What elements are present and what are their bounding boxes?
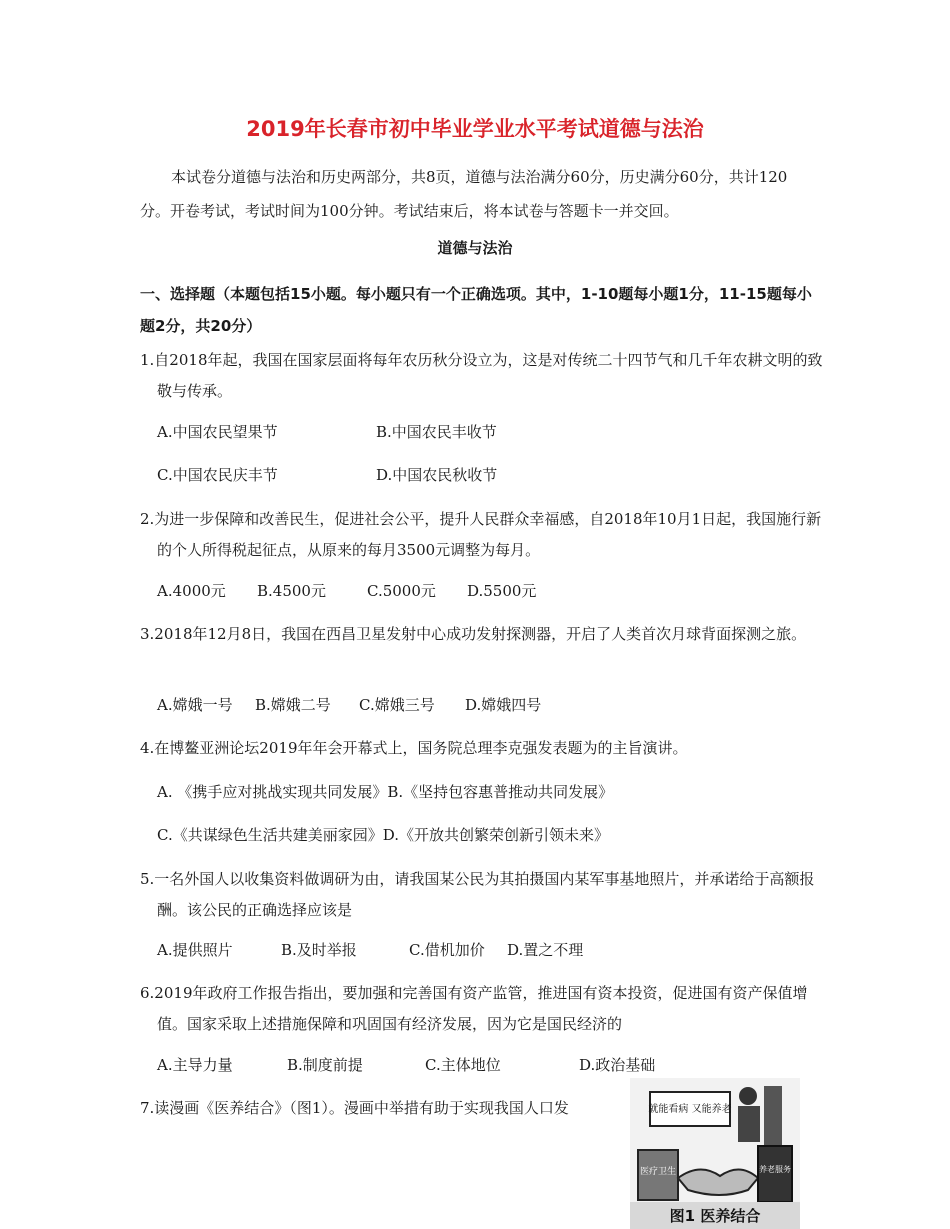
option-b: B.4500元	[257, 582, 326, 600]
question-1: 1.自2018年起，我国在国家层面将每年农历秋分设立为，这是对传统二十四节气和几千年农耕文明的致敬与传承。	[140, 351, 823, 400]
question-1-options-row-1	[157, 421, 497, 443]
option-a: A.中国农民望果节	[157, 423, 278, 441]
question-4: 4.在博鳌亚洲论坛2019年年会开幕式上，国务院总理李克强发表题为的主旨演讲。	[140, 739, 688, 757]
option-b: B.嫦娥二号	[255, 696, 331, 714]
question-2-options	[157, 580, 536, 602]
page-title: 2019年长春市初中毕业学业水平考试道德与法治	[246, 117, 704, 141]
question-4-options-row-2	[157, 824, 609, 846]
question-5-options	[157, 939, 583, 961]
option-b: B.及时举报	[281, 941, 357, 959]
option-d: D.置之不理	[507, 941, 584, 959]
option-b: B.《坚持包容惠普推动共同发展》	[387, 783, 614, 801]
option-c: C.5000元	[367, 582, 436, 600]
option-c: C.中国农民庆丰节	[157, 466, 278, 484]
option-d: D.中国农民秋收节	[376, 466, 498, 484]
option-d: D.政治基础	[579, 1056, 656, 1074]
figure-left-label: 医疗卫生	[639, 1167, 677, 1177]
section-title: 道德与法治	[437, 239, 513, 257]
option-b: B.制度前提	[287, 1056, 363, 1074]
figure-1-cartoon	[630, 1078, 800, 1229]
question-3-options	[157, 694, 541, 716]
question-4-options-row-1	[157, 781, 613, 803]
option-a: A.4000元	[157, 582, 226, 600]
option-a: A.主导力量	[157, 1056, 233, 1074]
question-6-options	[157, 1054, 655, 1076]
option-c: C.主体地位	[425, 1056, 501, 1074]
figure-right-label: 养老服务	[759, 1165, 791, 1174]
option-c: C.《共谋绿色生活共建美丽家园》	[157, 826, 383, 844]
question-5: 5.一名外国人以收集资料做调研为由，请我国某公民为其拍摄国内某军事基地照片，并承诺给于高额报酬。该公民的正确选择应该是	[140, 870, 815, 919]
option-a: A. 《携手应对挑战实现共同发展》	[157, 783, 388, 801]
option-d: D.《开放共创繁荣创新引领未来》	[382, 826, 609, 844]
question-6: 6.2019年政府工作报告指出，要加强和完善国有资产监管，推进国有资本投资，促进国有资产保值增值。国家采取上述措施保障和巩固国有经济发展，因为它是国民经济的	[140, 984, 808, 1033]
option-a: A.嫦娥一号	[157, 696, 233, 714]
option-c: C.嫦娥三号	[359, 696, 435, 714]
option-d: D.5500元	[467, 582, 537, 600]
option-b: B.中国农民丰收节	[376, 423, 497, 441]
question-3: 3.2018年12月8日，我国在西昌卫星发射中心成功发射探测器，开启了人类首次月球背面探测之旅。	[140, 625, 807, 643]
question-2: 2.为进一步保障和改善民生，促进社会公平，提升人民群众幸福感，自2018年10月1日起，我国施行新的个人所得税起征点，从原来的每月3500元调整为每月。	[140, 510, 822, 559]
question-7: 7.读漫画《医养结合》（图1）。漫画中举措有助于实现我国人口发	[140, 1099, 569, 1117]
option-a: A.提供照片	[157, 941, 233, 959]
part-heading: 一、选择题（本题包括15小题。每小题只有一个正确选项。其中，1-10题每小题1分，11-15题每小题2分，共20分）	[140, 285, 812, 335]
intro-paragraph: 本试卷分道德与法治和历史两部分，共8页，道德与法治满分60分，历史满分60分，共计120分。开卷考试，考试时间为100分钟。考试结束后，将本试卷与答题卡一并交回。	[140, 168, 788, 220]
option-d: D.嫦娥四号	[465, 696, 542, 714]
question-1-options-row-2	[157, 464, 497, 486]
option-c: C.借机加价	[409, 941, 485, 959]
figure-sign-text: 就能看病 又能养老	[648, 1104, 732, 1115]
figure-caption: 图1 医养结合	[669, 1207, 761, 1225]
